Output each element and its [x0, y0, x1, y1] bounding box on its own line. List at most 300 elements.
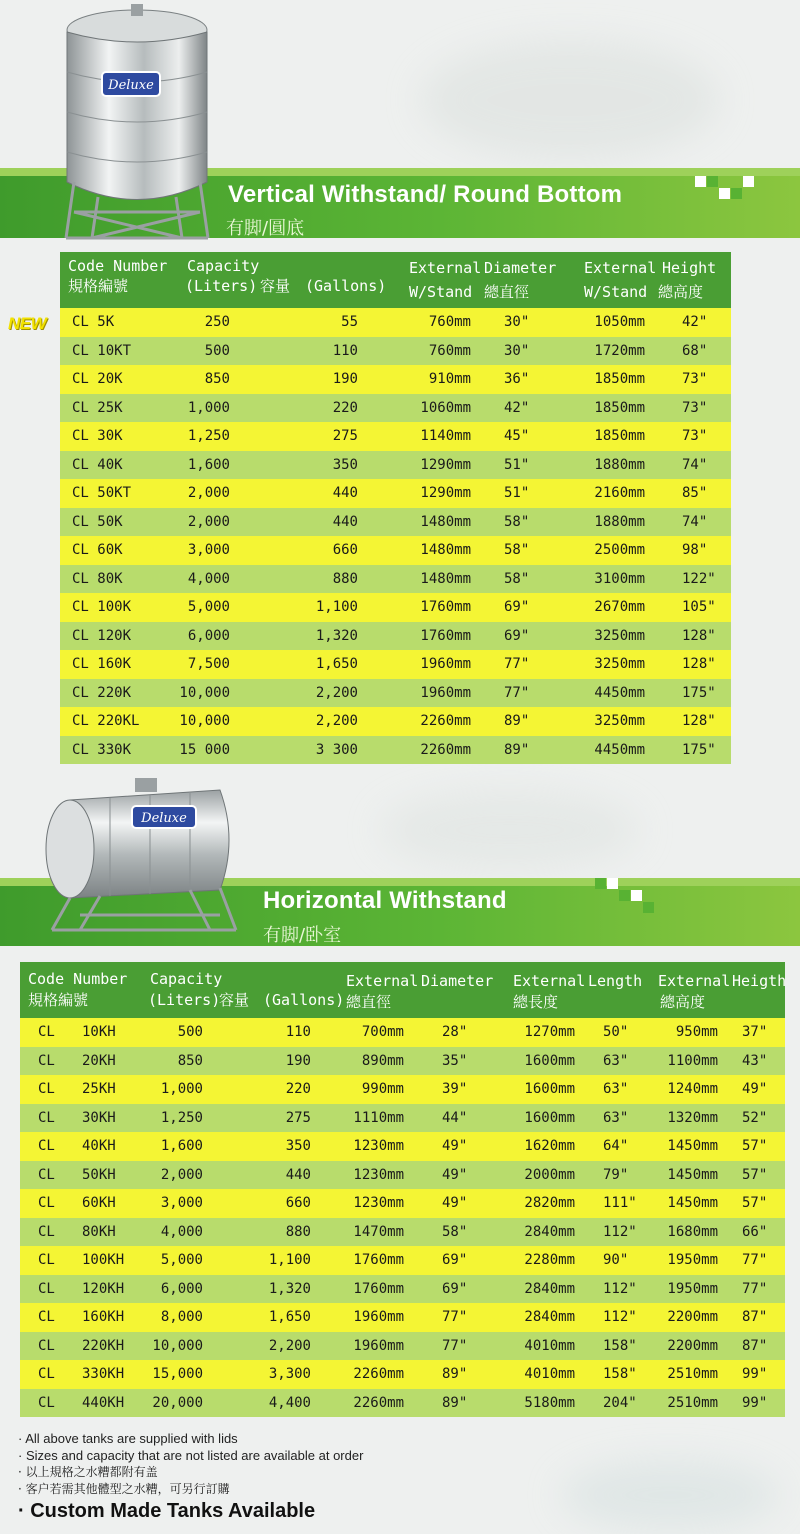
header-length-cn: 總長度: [513, 993, 559, 1011]
table-row: [60, 707, 731, 736]
cell-diameter-in: 39": [442, 1081, 468, 1097]
cell-gallons: 440: [332, 485, 358, 501]
table-row: [60, 565, 731, 594]
cell-length-in: 111": [603, 1195, 637, 1211]
cell-code: CL 160K: [72, 656, 132, 672]
cell-liters: 6,000: [160, 1280, 203, 1297]
cell-gallons: 1,100: [315, 599, 358, 615]
cell-diameter-mm: 1480mm: [420, 513, 471, 530]
cell-diameter-mm: 1290mm: [420, 485, 471, 501]
cell-diameter-mm: 1480mm: [420, 542, 471, 558]
cell-height-in: 77": [742, 1252, 768, 1268]
cell-length-in: 63": [603, 1052, 629, 1069]
cell-diameter-mm: 2260mm: [353, 1394, 404, 1411]
cell-gallons: 190: [285, 1052, 311, 1069]
table-row: [20, 1018, 785, 1047]
cell-diameter-mm: 910mm: [428, 371, 471, 387]
cell-diameter-in: 36": [504, 371, 530, 387]
cell-length-in: 158": [603, 1337, 637, 1354]
cell-height-mm: 1850mm: [594, 399, 645, 416]
cell-height-in: 105": [682, 599, 716, 615]
cell-gallons: 350: [332, 456, 358, 473]
header-external: External: [513, 972, 586, 990]
cell-gallons: 880: [332, 570, 358, 587]
table-row: [20, 1246, 785, 1275]
cell-prefix: CL: [38, 1223, 55, 1240]
cell-height-in: 98": [682, 542, 708, 558]
cell-diameter-mm: 1470mm: [353, 1223, 404, 1240]
cell-liters: 10,000: [179, 713, 230, 729]
cell-height-mm: 1950mm: [667, 1252, 718, 1268]
background-smudge: [560, 1460, 780, 1530]
cell-diameter-mm: 2260mm: [353, 1366, 404, 1382]
cell-liters: 7,500: [187, 656, 230, 672]
cell-height-in: 128": [682, 713, 716, 729]
table-row: [60, 365, 731, 394]
cell-diameter-in: 45": [504, 428, 530, 444]
header-code: Code Number: [68, 257, 168, 275]
cell-liters: 850: [177, 1052, 203, 1069]
note-lids: · All above tanks are supplied with lids: [18, 1431, 238, 1446]
cell-diameter-mm: 990mm: [361, 1081, 404, 1097]
cell-code: 20KH: [82, 1052, 116, 1069]
cell-code: 120KH: [82, 1280, 125, 1297]
note-text: 以上規格之水糟都附有盖: [25, 1465, 158, 1479]
cell-diameter-mm: 2260mm: [420, 741, 471, 758]
header-code: Code Number: [28, 970, 128, 988]
cell-height-mm: 2500mm: [594, 542, 645, 558]
cell-gallons: 1,320: [315, 627, 358, 644]
cell-liters: 250: [204, 314, 230, 330]
cell-diameter-mm: 2260mm: [420, 713, 471, 729]
cell-diameter-in: 35": [442, 1052, 468, 1069]
cell-diameter-in: 42": [504, 399, 530, 416]
cell-diameter-mm: 1230mm: [353, 1138, 404, 1154]
table-row: [60, 337, 731, 366]
table-row: [20, 1389, 785, 1418]
cell-height-in: 73": [682, 371, 708, 387]
cell-diameter-in: 28": [442, 1024, 468, 1040]
cell-diameter-in: 58": [504, 513, 530, 530]
cell-height-in: 85": [682, 485, 708, 501]
brand-logo: Deluxe: [141, 811, 187, 826]
cell-liters: 1,250: [160, 1109, 203, 1126]
cell-length-mm: 1620mm: [524, 1138, 575, 1154]
cell-liters: 4,000: [187, 570, 230, 587]
cell-prefix: CL: [38, 1366, 55, 1382]
header-external: External: [658, 972, 731, 990]
cell-height-mm: 1850mm: [594, 371, 645, 387]
header-diameter: Diameter: [421, 972, 494, 990]
vertical-title: Vertical Withstand/ Round Bottom: [228, 181, 623, 208]
cell-diameter-in: 89": [504, 741, 530, 758]
cell-height-mm: 1880mm: [594, 513, 645, 530]
cell-prefix: CL: [38, 1337, 55, 1354]
header-capacity: Capacity: [150, 970, 223, 988]
cell-diameter-mm: 700mm: [361, 1024, 404, 1040]
cell-liters: 3,000: [187, 542, 230, 558]
cell-gallons: 1,650: [315, 656, 358, 672]
cell-length-in: 112": [603, 1223, 637, 1240]
header-liters: (Liters): [148, 991, 221, 1009]
cell-length-mm: 2840mm: [524, 1309, 575, 1325]
cell-height-mm: 2200mm: [667, 1337, 718, 1354]
cell-height-mm: 2510mm: [667, 1366, 718, 1382]
cell-diameter-in: 58": [504, 570, 530, 587]
cell-code: CL 60K: [72, 542, 123, 558]
cell-prefix: CL: [38, 1024, 55, 1040]
table-row: [60, 422, 731, 451]
cell-code: 30KH: [82, 1109, 116, 1126]
cell-code: 80KH: [82, 1223, 116, 1240]
cell-gallons: 660: [285, 1195, 311, 1211]
cell-height-mm: 1720mm: [594, 342, 645, 359]
cell-length-in: 50": [603, 1024, 629, 1040]
cell-liters: 15 000: [179, 741, 230, 758]
cell-height-in: 57": [742, 1138, 768, 1154]
note-text: 客户若需其他體型之水糟，可另行訂購: [25, 1482, 230, 1496]
note-lids-cn: · 以上規格之水糟都附有盖: [18, 1465, 158, 1479]
cell-liters: 2,000: [187, 513, 230, 530]
cell-gallons: 1,100: [268, 1252, 311, 1268]
cell-diameter-mm: 1960mm: [420, 656, 471, 672]
cell-diameter-in: 69": [442, 1252, 468, 1268]
header-liters: (Liters): [185, 277, 258, 295]
cell-code: CL 220KL: [72, 713, 140, 729]
header-diameter-cn: 總直徑: [346, 993, 392, 1011]
table-row: [60, 736, 731, 765]
cell-gallons: 440: [285, 1166, 311, 1183]
cell-liters: 1,600: [187, 456, 230, 473]
cell-diameter-mm: 1960mm: [420, 684, 471, 701]
cell-liters: 3,000: [160, 1195, 203, 1211]
cell-height-in: 49": [742, 1081, 768, 1097]
cell-diameter-in: 58": [504, 542, 530, 558]
cell-diameter-mm: 1760mm: [420, 599, 471, 615]
cell-length-in: 112": [603, 1280, 637, 1297]
cell-code: 40KH: [82, 1138, 116, 1154]
cell-code: CL 120K: [72, 627, 132, 644]
cell-prefix: CL: [38, 1109, 55, 1126]
cell-diameter-mm: 1760mm: [353, 1280, 404, 1297]
table-row: [60, 622, 731, 651]
cell-height-mm: 1240mm: [667, 1081, 718, 1097]
cell-diameter-in: 77": [504, 656, 530, 672]
header-capacity-cn: 容量: [219, 991, 250, 1009]
cell-prefix: CL: [38, 1252, 55, 1268]
cell-length-mm: 1270mm: [524, 1024, 575, 1040]
cell-length-mm: 2000mm: [524, 1166, 575, 1183]
cell-height-in: 175": [682, 684, 716, 701]
table-row: [20, 1104, 785, 1133]
vertical-table-body: [60, 308, 731, 764]
cell-length-in: 63": [603, 1109, 629, 1126]
cell-code: CL 5K: [72, 314, 115, 330]
cell-code: CL 220K: [72, 684, 132, 701]
cell-height-mm: 3250mm: [594, 627, 645, 644]
cell-diameter-in: 89": [442, 1366, 468, 1382]
cell-length-mm: 1600mm: [524, 1081, 575, 1097]
cell-code: CL 100K: [72, 599, 132, 615]
cell-diameter-in: 89": [442, 1394, 468, 1411]
table-row: [60, 451, 731, 480]
cell-liters: 1,600: [160, 1138, 203, 1154]
cell-height-mm: 2670mm: [594, 599, 645, 615]
cell-diameter-mm: 1140mm: [420, 428, 471, 444]
cell-height-mm: 4450mm: [594, 741, 645, 758]
table-row: [60, 536, 731, 565]
cell-prefix: CL: [38, 1138, 55, 1154]
cell-liters: 5,000: [160, 1252, 203, 1268]
table-row: [20, 1332, 785, 1361]
cell-prefix: CL: [38, 1195, 55, 1211]
cell-height-in: 57": [742, 1166, 768, 1183]
cell-length-mm: 4010mm: [524, 1366, 575, 1382]
cell-code: CL 50KT: [72, 485, 132, 501]
cell-height-in: 77": [742, 1280, 768, 1297]
header-gallons: (Gallons): [263, 991, 345, 1009]
cell-height-in: 43": [742, 1052, 768, 1069]
cell-length-mm: 5180mm: [524, 1394, 575, 1411]
cell-height-mm: 1450mm: [667, 1195, 718, 1211]
cell-length-in: 90": [603, 1252, 629, 1268]
note-text: All above tanks are supplied with lids: [25, 1431, 238, 1446]
cell-length-in: 204": [603, 1394, 637, 1411]
cell-diameter-mm: 1960mm: [353, 1337, 404, 1354]
table-row: [20, 1075, 785, 1104]
cell-code: CL 10KT: [72, 342, 132, 359]
cell-liters: 10,000: [152, 1337, 203, 1354]
header-gallons: (Gallons): [305, 277, 387, 295]
cell-diameter-in: 44": [442, 1109, 468, 1126]
cell-diameter-in: 49": [442, 1166, 468, 1183]
cell-prefix: CL: [38, 1081, 55, 1097]
table-row: [60, 650, 731, 679]
header-wstand: W/Stand: [409, 283, 473, 301]
cell-diameter-mm: 1960mm: [353, 1309, 404, 1325]
cell-code: CL 30K: [72, 428, 123, 444]
cell-liters: 6,000: [187, 627, 230, 644]
cell-height-mm: 1680mm: [667, 1223, 718, 1240]
cell-length-mm: 1600mm: [524, 1109, 575, 1126]
brand-logo: Deluxe: [108, 78, 154, 93]
cell-diameter-mm: 1110mm: [353, 1109, 404, 1126]
cell-code: CL 330K: [72, 741, 132, 758]
cell-height-mm: 1050mm: [594, 314, 645, 330]
cell-diameter-mm: 890mm: [361, 1052, 404, 1069]
cell-code: 160KH: [82, 1309, 125, 1325]
cell-code: 25KH: [82, 1081, 116, 1097]
cell-diameter-in: 51": [504, 456, 530, 473]
cell-height-mm: 2510mm: [667, 1394, 718, 1411]
cell-code: CL 25K: [72, 399, 123, 416]
cell-liters: 1,250: [187, 428, 230, 444]
table-row: [60, 508, 731, 537]
header-capacity-cn: 容量: [260, 277, 291, 295]
note-text: Sizes and capacity that are not listed are available at order: [25, 1448, 364, 1463]
cell-height-in: 57": [742, 1195, 768, 1211]
cell-height-in: 42": [682, 314, 708, 330]
cell-gallons: 1,650: [268, 1309, 311, 1325]
cell-height-mm: 950mm: [675, 1024, 718, 1040]
cell-diameter-mm: 1230mm: [353, 1195, 404, 1211]
cell-diameter-in: 69": [504, 627, 530, 644]
header-diameter-cn: 總直徑: [484, 283, 530, 301]
note-sizes: · Sizes and capacity that are not listed are available at order: [18, 1448, 364, 1463]
cell-length-in: 158": [603, 1366, 637, 1382]
notes: [18, 1430, 363, 1524]
cell-prefix: CL: [38, 1052, 55, 1069]
cell-gallons: 2,200: [315, 713, 358, 729]
table-row: [60, 679, 731, 708]
header-diameter: Diameter: [484, 259, 557, 277]
header-external: External: [409, 259, 482, 277]
cell-height-mm: 1450mm: [667, 1166, 718, 1183]
cell-liters: 20,000: [152, 1394, 203, 1411]
cell-height-mm: 1450mm: [667, 1138, 718, 1154]
cell-length-mm: 4010mm: [524, 1337, 575, 1354]
cell-gallons: 275: [332, 428, 358, 444]
cell-liters: 850: [204, 371, 230, 387]
table-row: [20, 1218, 785, 1247]
table-row: [20, 1132, 785, 1161]
cell-code: 440KH: [82, 1394, 125, 1411]
cell-diameter-in: 51": [504, 485, 530, 501]
cell-diameter-in: 77": [442, 1337, 468, 1354]
background-smudge: [420, 40, 720, 160]
cell-diameter-in: 30": [504, 314, 530, 330]
cell-gallons: 350: [285, 1138, 311, 1154]
cell-gallons: 110: [332, 342, 358, 359]
cell-liters: 10,000: [179, 684, 230, 701]
header-wstand: W/Stand: [584, 283, 648, 301]
cell-gallons: 1,320: [268, 1280, 311, 1297]
header-length: Length: [588, 972, 643, 990]
cell-height-mm: 1100mm: [667, 1052, 718, 1069]
cell-height-mm: 3100mm: [594, 570, 645, 587]
cell-height-in: 87": [742, 1337, 768, 1354]
cell-height-in: 87": [742, 1309, 768, 1325]
cell-code: 10KH: [82, 1024, 116, 1040]
background-smudge: [380, 790, 640, 870]
cell-gallons: 660: [332, 542, 358, 558]
header-external: External: [584, 259, 657, 277]
header-code-cn: 規格編號: [68, 277, 129, 295]
cell-length-mm: 2840mm: [524, 1223, 575, 1240]
cell-liters: 500: [177, 1024, 203, 1040]
cell-gallons: 2,200: [315, 684, 358, 701]
header-height-cn: 總高度: [658, 283, 704, 301]
cell-gallons: 4,400: [268, 1394, 311, 1411]
cell-height-in: 128": [682, 656, 716, 672]
table-row: [20, 1189, 785, 1218]
header-code-cn: 規格編號: [28, 991, 89, 1009]
cell-gallons: 880: [285, 1223, 311, 1240]
cell-gallons: 55: [341, 314, 358, 330]
vertical-tank-image: [58, 2, 216, 240]
cell-diameter-mm: 760mm: [428, 342, 471, 359]
horizontal-table: [20, 962, 785, 1417]
cell-height-in: 66": [742, 1223, 768, 1240]
horizontal-table-body: [20, 1018, 785, 1417]
vertical-table: [60, 252, 731, 764]
cell-height-mm: 3250mm: [594, 713, 645, 729]
cell-height-in: 99": [742, 1366, 768, 1382]
cell-diameter-in: 69": [442, 1280, 468, 1297]
cell-height-in: 74": [682, 513, 708, 530]
note-custom-cn: · 客户若需其他體型之水糟，可另行訂購: [18, 1482, 230, 1496]
cell-prefix: CL: [38, 1394, 55, 1411]
horizontal-title: Horizontal Withstand: [263, 887, 507, 914]
cell-diameter-mm: 760mm: [428, 314, 471, 330]
header-capacity: Capacity: [187, 257, 260, 275]
cell-gallons: 440: [332, 513, 358, 530]
table-row: [20, 1303, 785, 1332]
cell-code: 60KH: [82, 1195, 116, 1211]
table-row: [20, 1161, 785, 1190]
cell-height-mm: 1880mm: [594, 456, 645, 473]
cell-height-in: 74": [682, 456, 708, 473]
cell-code: CL 50K: [72, 513, 123, 530]
cell-gallons: 3 300: [315, 741, 358, 758]
cell-code: 220KH: [82, 1337, 125, 1354]
cell-gallons: 3,300: [268, 1366, 311, 1382]
cell-prefix: CL: [38, 1280, 55, 1297]
cell-liters: 5,000: [187, 599, 230, 615]
cell-diameter-in: 77": [504, 684, 530, 701]
cell-height-in: 128": [682, 627, 716, 644]
cell-liters: 500: [204, 342, 230, 359]
cell-gallons: 190: [332, 371, 358, 387]
cell-height-mm: 2200mm: [667, 1309, 718, 1325]
cell-gallons: 110: [285, 1024, 311, 1040]
table-row: [20, 1360, 785, 1389]
cell-liters: 4,000: [160, 1223, 203, 1240]
custom-made-heading: · Custom Made Tanks Available: [18, 1500, 316, 1522]
cell-length-in: 63": [603, 1081, 629, 1097]
cell-code: CL 20K: [72, 371, 123, 387]
cell-height-mm: 4450mm: [594, 684, 645, 701]
cell-diameter-in: 49": [442, 1195, 468, 1211]
cell-height-mm: 3250mm: [594, 656, 645, 672]
table-row: [60, 593, 731, 622]
cell-height-in: 175": [682, 741, 716, 758]
cell-height-in: 122": [682, 570, 716, 587]
cell-liters: 2,000: [160, 1166, 203, 1183]
header-height-cn: 總高度: [660, 993, 706, 1011]
cell-liters: 1,000: [187, 399, 230, 416]
cell-height-in: 37": [742, 1024, 768, 1040]
cell-prefix: CL: [38, 1309, 55, 1325]
horizontal-tank-image: [40, 770, 240, 935]
cell-code: CL 80K: [72, 570, 123, 587]
cell-height-mm: 2160mm: [594, 485, 645, 501]
cell-diameter-mm: 1060mm: [420, 399, 471, 416]
cell-length-mm: 1600mm: [524, 1052, 575, 1069]
cell-length-mm: 2280mm: [524, 1252, 575, 1268]
cell-diameter-in: 30": [504, 342, 530, 359]
cell-diameter-in: 69": [504, 599, 530, 615]
cell-height-in: 73": [682, 399, 708, 416]
cell-liters: 2,000: [187, 485, 230, 501]
cell-diameter-mm: 1230mm: [353, 1166, 404, 1183]
cell-height-in: 99": [742, 1394, 768, 1411]
cell-gallons: 275: [285, 1109, 311, 1126]
horizontal-subtitle: 有脚/卧室: [263, 925, 342, 946]
cell-gallons: 220: [332, 399, 358, 416]
vertical-table-header: [60, 252, 731, 308]
cell-height-mm: 1320mm: [667, 1109, 718, 1126]
